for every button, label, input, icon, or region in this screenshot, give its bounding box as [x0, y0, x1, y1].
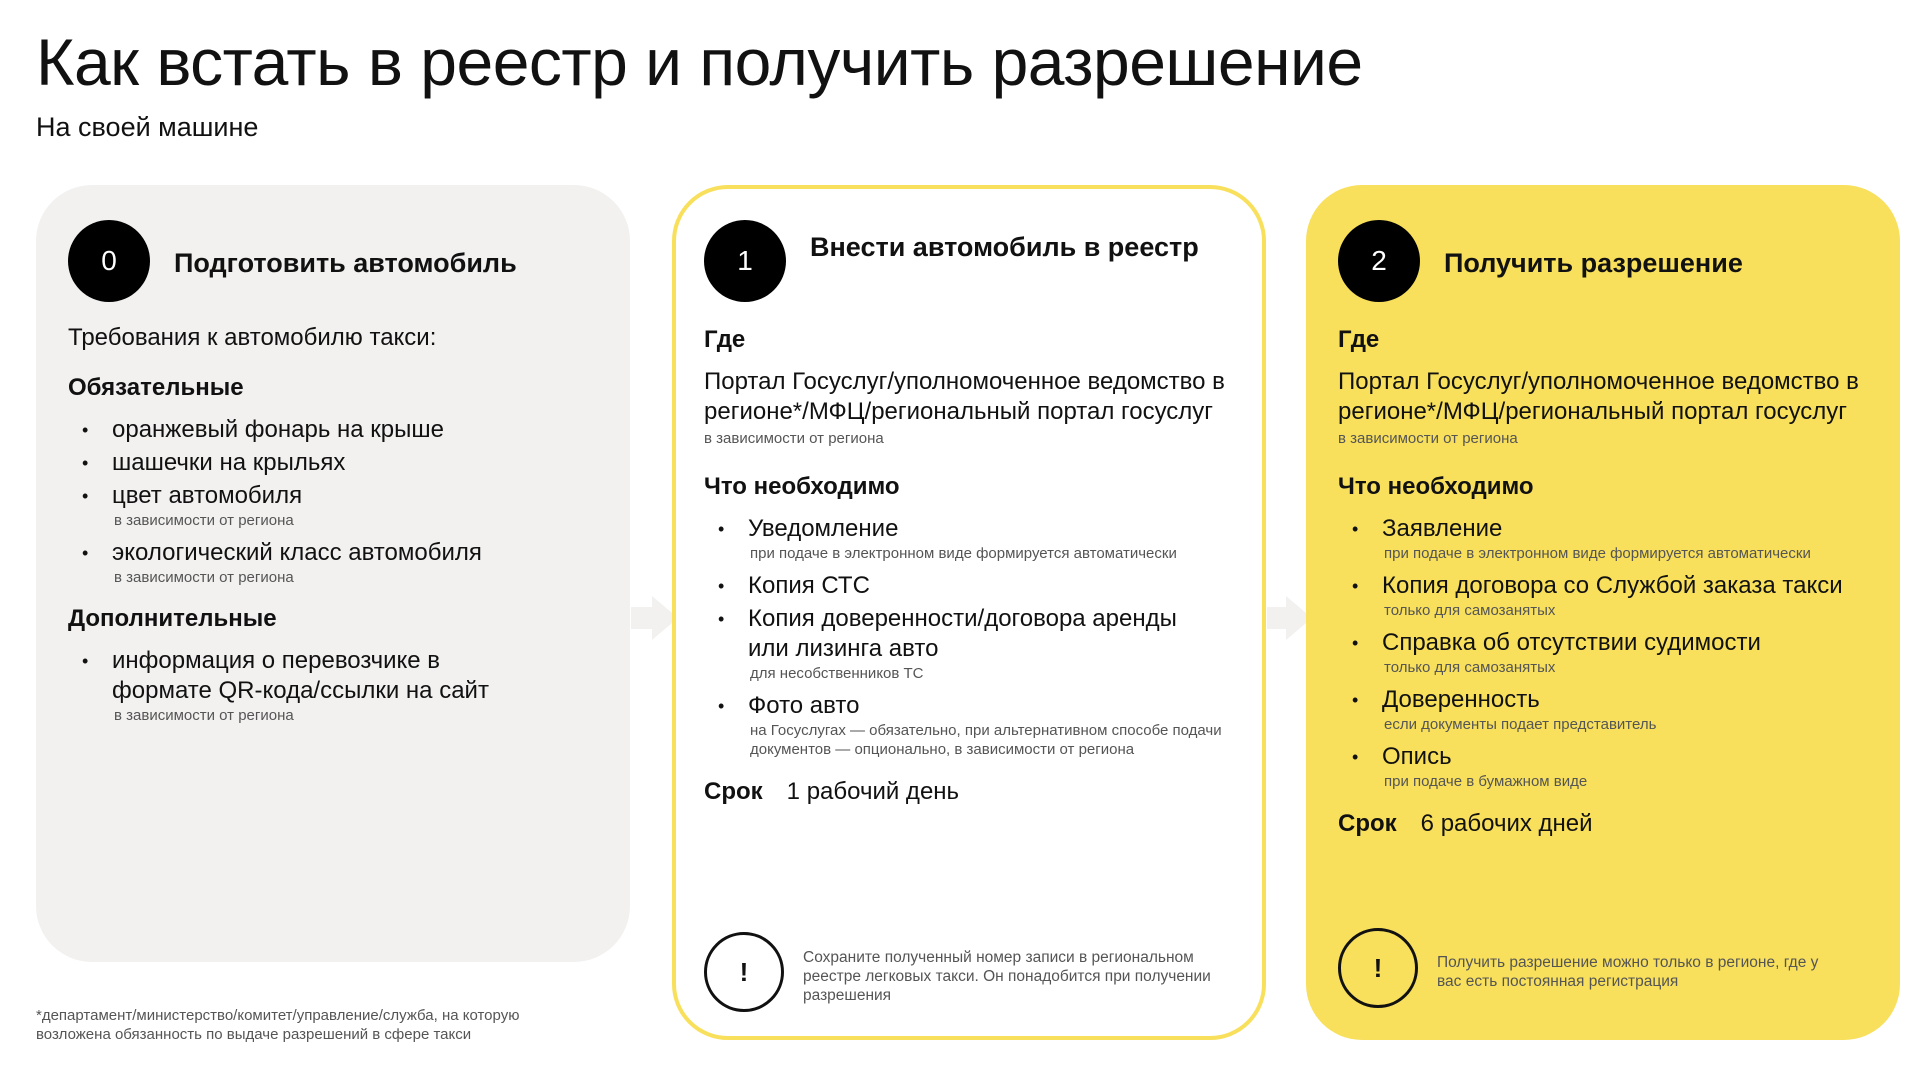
step-title: Получить разрешение: [1444, 248, 1743, 278]
list-item: • Копия договора со Службой заказа такси только для самозанятых: [1338, 571, 1880, 620]
need-heading: Что необходимо: [704, 473, 900, 500]
list-item: • Фото авто на Госуслугах — обязательно, при альтернативном способе подачи документов — опционально, в зависимости от региона: [704, 691, 1238, 759]
alert-text: Получить разрешение можно только в регионе, где у вас есть постоянная регистрация: [1437, 954, 1819, 990]
list-item: • цвет автомобиля в зависимости от региона: [68, 481, 610, 530]
list-item: • Заявление при подаче в электронном виде формируется автоматически: [1338, 514, 1880, 563]
step-content: [68, 323, 610, 725]
list-item: • экологический класс автомобиля в зависимости от региона: [68, 538, 610, 587]
documents-list: [704, 514, 1242, 759]
list-item: • Уведомление при подаче в электронном виде формируется автоматически: [704, 514, 1242, 563]
step-card-permit: [1306, 185, 1900, 1040]
list-item: • оранжевый фонарь на крыше: [68, 415, 610, 445]
where-text: Портал Госуслуг/уполномоченное ведомство в регионе*/МФЦ/региональный портал госуслуг: [1338, 368, 1859, 425]
step-title: Внести автомобиль в реестр: [810, 232, 1199, 262]
need-heading: Что необходимо: [1338, 473, 1534, 500]
term-label: Срок: [704, 778, 763, 805]
required-list: [68, 415, 610, 587]
documents-list: [1338, 514, 1880, 791]
list-item: • шашечки на крыльях: [68, 448, 610, 478]
where-text: Портал Госуслуг/уполномоченное ведомство в регионе*/МФЦ/региональный портал госуслуг: [704, 368, 1225, 425]
page-title: Как встать в реестр и получить разрешение: [36, 25, 1363, 99]
alert-icon: !: [1338, 928, 1418, 1008]
list-item: • Копия доверенности/договора аренды или лизинга авто для несобственников ТС: [704, 604, 1218, 683]
where-heading: Где: [1338, 326, 1380, 353]
alert-icon: !: [704, 932, 784, 1012]
step-content: [1338, 325, 1880, 839]
list-item: • Справка об отсутствии судимости только для самозанятых: [1338, 628, 1880, 677]
where-heading: Где: [704, 326, 746, 353]
footnote: *департамент/министерство/комитет/управление/служба, на которую возложена обязанность по выдаче разрешений в сфере такси: [36, 1007, 520, 1043]
step-number-badge: 1: [704, 220, 786, 302]
requirements-intro: Требования к автомобилю такси:: [68, 324, 437, 351]
optional-list: [68, 646, 538, 725]
term-label: Срок: [1338, 810, 1397, 837]
step-content: [704, 325, 1242, 807]
page-subtitle: На своей машине: [36, 112, 259, 142]
where-note: в зависимости от региона: [1338, 430, 1518, 447]
term-value: 6 рабочих дней: [1420, 810, 1593, 837]
list-item: • Опись при подаче в бумажном виде: [1338, 742, 1880, 791]
step-number-badge: 2: [1338, 220, 1420, 302]
term-row: [704, 777, 1242, 807]
step-title: Подготовить автомобиль: [174, 248, 517, 278]
step-number-badge: 0: [68, 220, 150, 302]
list-item: • информация о перевозчике в формате QR-кода/ссылки на сайт в зависимости от региона: [68, 646, 538, 725]
list-item: • Доверенность если документы подает представитель: [1338, 685, 1880, 734]
term-row: [1338, 809, 1880, 839]
where-note: в зависимости от региона: [704, 430, 884, 447]
required-heading: Обязательные: [68, 374, 244, 401]
optional-heading: Дополнительные: [68, 605, 277, 632]
list-item: • Копия СТС: [704, 571, 1242, 601]
step-card-prepare: [36, 185, 630, 962]
alert-text: Сохраните полученный номер записи в региональном реестре легковых такси. Он понадобится при получении разрешения: [803, 949, 1211, 1004]
term-value: 1 рабочий день: [786, 778, 960, 805]
step-card-registry: [672, 185, 1266, 1040]
